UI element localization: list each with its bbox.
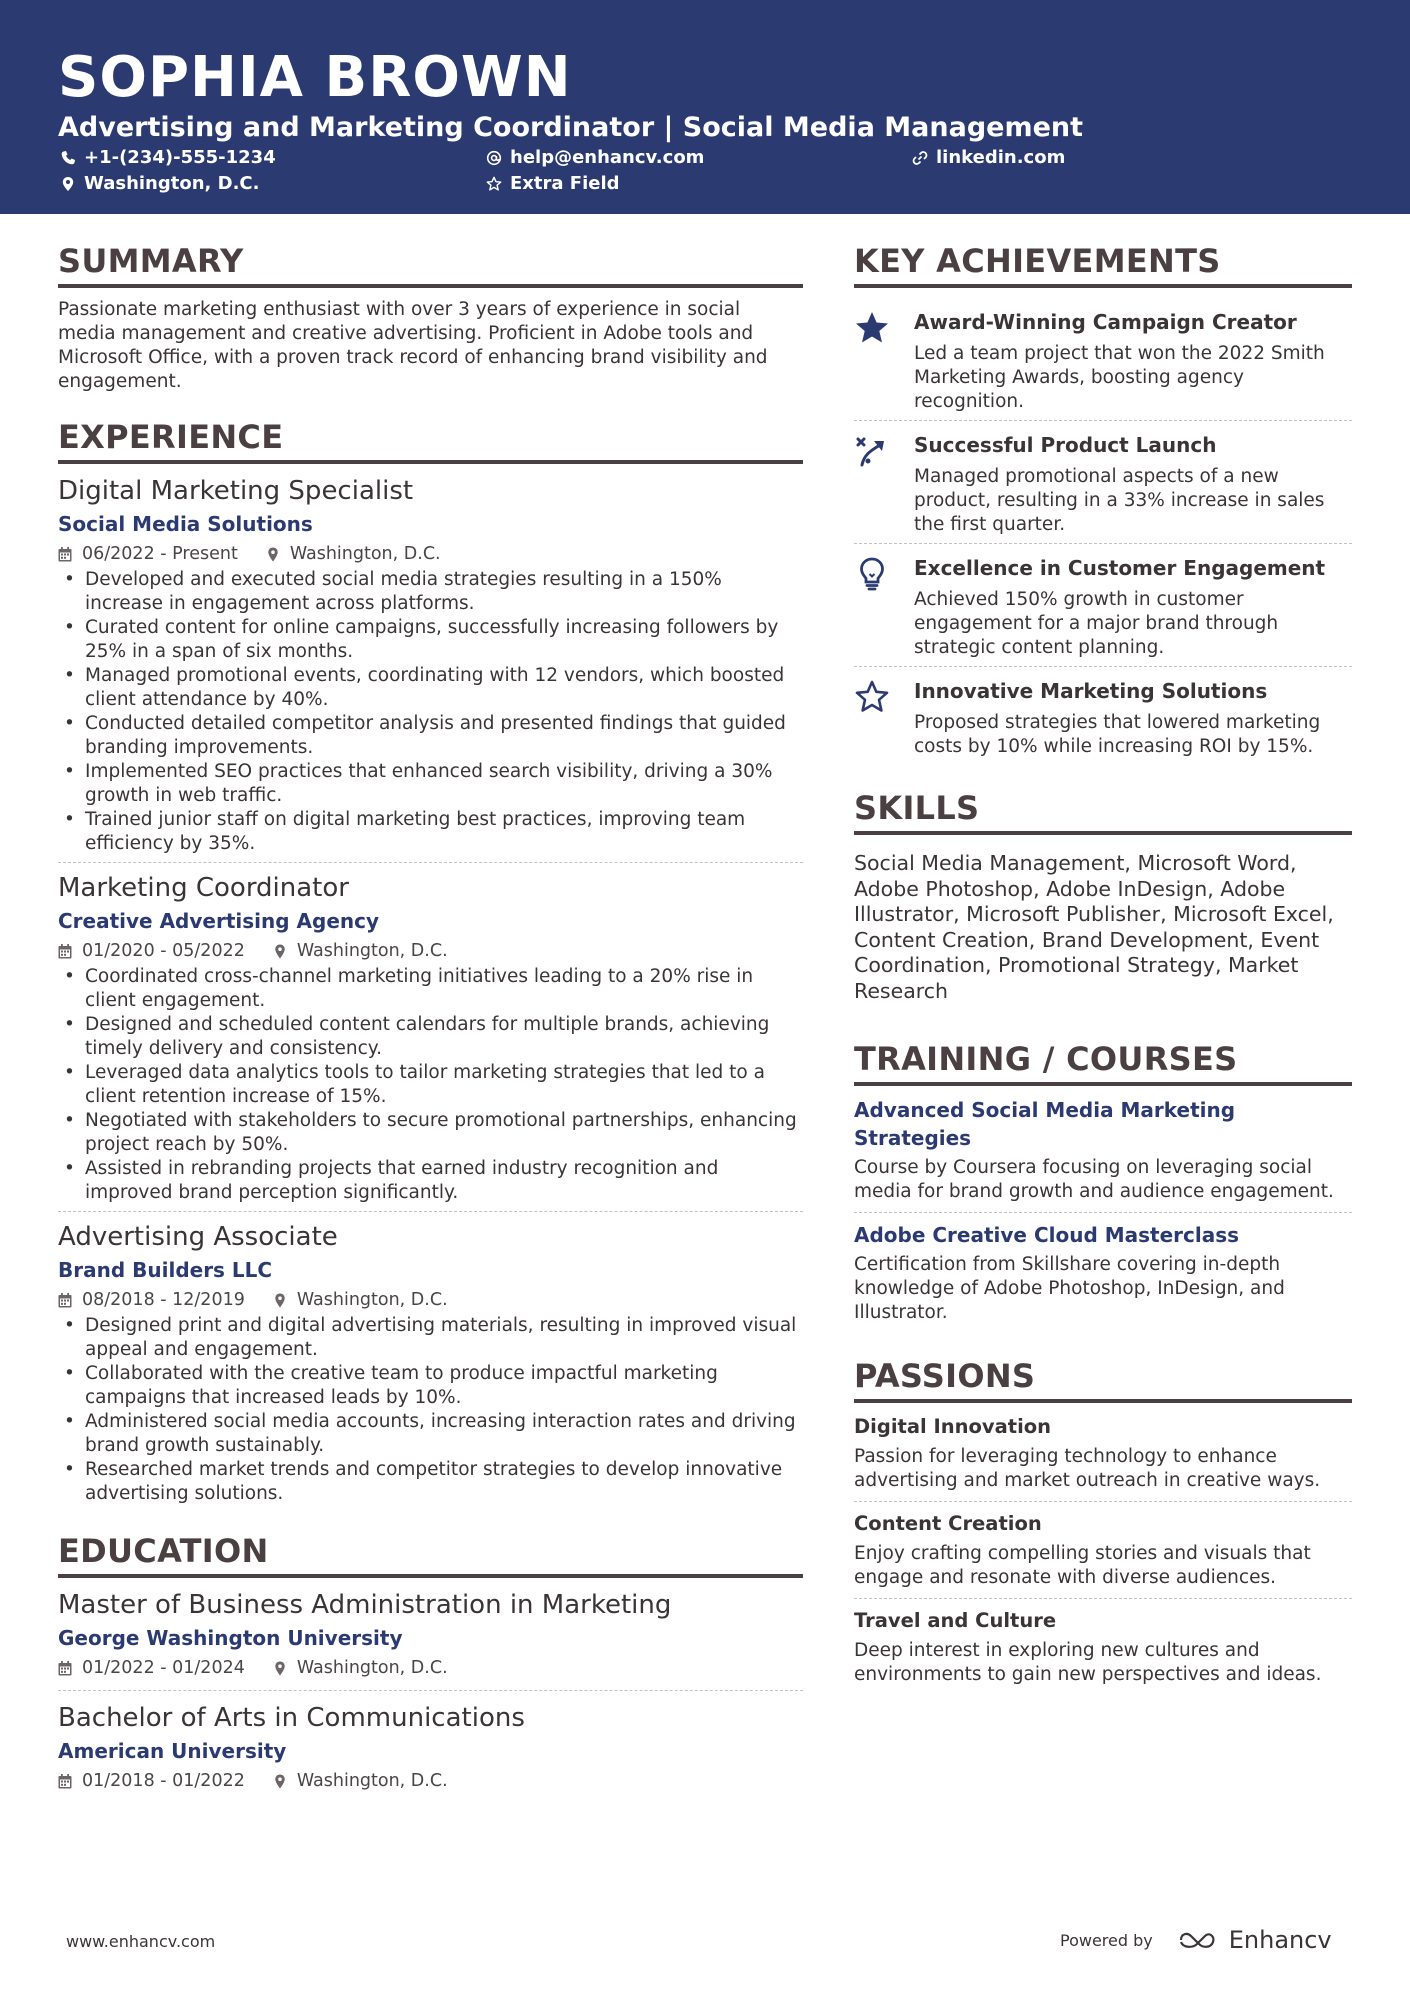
course-item bbox=[854, 1096, 1352, 1213]
degree-title: Bachelor of Arts in Communications bbox=[58, 1703, 525, 1733]
job-bullet: • Administered social media accounts, increasing interaction rates and driving brand growth sustainably. bbox=[58, 1410, 803, 1458]
achievement-item bbox=[854, 298, 1352, 421]
location-pin-icon bbox=[273, 944, 287, 959]
skills-text: Social Media Management, Microsoft Word, Adobe Photoshop, Adobe InDesign, Adobe Illustrator, Microsoft Publisher, Microsoft Excel, Content Creation, Brand Development, Event Coordination, Promotional Strategy, Market Research bbox=[854, 851, 1334, 1003]
education-section bbox=[58, 1530, 803, 1803]
passion-item bbox=[854, 1510, 1352, 1599]
course-desc: Course by Coursera focusing on leveraging social media for brand growth and audience engagement. bbox=[854, 1157, 1334, 1202]
contact-linkedin[interactable] bbox=[912, 147, 1065, 169]
job-title: Advertising Associate bbox=[58, 1222, 338, 1252]
passion-desc: Passion for leveraging technology to enhance advertising and market outreach in creative ways. bbox=[854, 1446, 1321, 1491]
education-meta bbox=[58, 1656, 803, 1680]
passions-section bbox=[854, 1355, 1352, 1695]
passion-desc: Enjoy crafting compelling stories and visuals that engage and resonate with diverse audiences. bbox=[854, 1543, 1311, 1588]
degree-title: Master of Business Administration in Marketing bbox=[58, 1590, 672, 1620]
candidate-title: Advertising and Marketing Coordinator | Social Media Management bbox=[58, 112, 1084, 143]
passion-title: Digital Innovation bbox=[854, 1415, 1052, 1438]
job-bullet: • Negotiated with stakeholders to secure promotional partnerships, enhancing project reach by 50%. bbox=[58, 1109, 803, 1157]
job-bullet: • Managed promotional events, coordinating with 12 vendors, which boosted client attendance by 40%. bbox=[58, 664, 803, 712]
achievement-desc: Achieved 150% growth in customer engagement for a major brand through strategic content planning. bbox=[914, 589, 1279, 658]
brand-logo bbox=[1177, 1926, 1332, 1954]
left-column bbox=[58, 240, 803, 1813]
job-location bbox=[273, 939, 448, 963]
achievement-title: Innovative Marketing Solutions bbox=[914, 679, 1268, 703]
course-title: Advanced Social Media Marketing Strategies bbox=[854, 1098, 1236, 1150]
achievement-title: Successful Product Launch bbox=[914, 433, 1217, 457]
phone-text: +1-(234)-555-1234 bbox=[84, 147, 276, 168]
job-meta bbox=[58, 1288, 803, 1312]
star-filled-icon bbox=[854, 310, 890, 346]
lightbulb-icon bbox=[854, 556, 890, 592]
section-heading: SUMMARY bbox=[58, 240, 803, 288]
job-bullet: • Researched market trends and competitor strategies to develop innovative advertising solutions. bbox=[58, 1458, 803, 1506]
right-column bbox=[854, 240, 1352, 1703]
link-icon bbox=[912, 150, 928, 166]
job-bullets bbox=[58, 568, 803, 856]
achievement-desc: Led a team project that won the 2022 Smith Marketing Awards, boosting agency recognition. bbox=[914, 343, 1325, 412]
education-dates: 01/2018 - 01/2022 bbox=[82, 1771, 245, 1791]
passion-item bbox=[854, 1413, 1352, 1502]
section-heading: TRAINING / COURSES bbox=[854, 1038, 1352, 1086]
section-heading: PASSIONS bbox=[854, 1355, 1352, 1403]
candidate-name: SOPHIA BROWN bbox=[58, 45, 572, 110]
job-location-text: Washington, D.C. bbox=[296, 941, 448, 961]
job-entry bbox=[58, 474, 803, 863]
job-meta bbox=[58, 939, 803, 963]
footer-powered[interactable] bbox=[1060, 1926, 1332, 1954]
course-desc: Certification from Skillshare covering in-depth knowledge of Adobe Photoshop, InDesign, and Illustrator. bbox=[854, 1254, 1285, 1323]
job-bullet: • Collaborated with the creative team to produce impactful marketing campaigns that increased leads by 10%. bbox=[58, 1362, 803, 1410]
summary-section bbox=[58, 240, 803, 394]
at-icon bbox=[486, 150, 502, 166]
job-bullet: • Curated content for online campaigns, successfully increasing followers by 25% in a span of six months. bbox=[58, 616, 803, 664]
education-dates: 01/2022 - 01/2024 bbox=[82, 1658, 245, 1678]
contact-phone[interactable] bbox=[60, 147, 276, 169]
contact-location bbox=[60, 173, 259, 195]
strategy-icon bbox=[854, 433, 890, 469]
job-meta bbox=[58, 542, 803, 566]
calendar-icon bbox=[58, 547, 72, 562]
achievement-title: Award-Winning Campaign Creator bbox=[914, 310, 1297, 334]
passion-title: Travel and Culture bbox=[854, 1609, 1057, 1632]
location-pin-icon bbox=[273, 1293, 287, 1308]
company-name: Brand Builders LLC bbox=[58, 1258, 273, 1282]
course-title: Adobe Creative Cloud Masterclass bbox=[854, 1223, 1240, 1247]
job-location-text: Washington, D.C. bbox=[296, 1290, 448, 1310]
calendar-icon bbox=[58, 1661, 72, 1676]
star-outline-icon bbox=[854, 679, 890, 715]
summary-text: Passionate marketing enthusiast with over 3 years of experience in social media management and creative advertising. Proficient in Adobe tools and Microsoft Office, with a proven track record of enhancing brand visibility and engagement. bbox=[58, 299, 768, 392]
experience-section bbox=[58, 416, 803, 1512]
skills-section bbox=[854, 787, 1352, 1004]
resume-header bbox=[0, 0, 1410, 214]
job-bullet: • Assisted in rebranding projects that earned industry recognition and improved brand perception significantly. bbox=[58, 1157, 803, 1205]
job-location bbox=[273, 1288, 448, 1312]
job-bullets bbox=[58, 1314, 803, 1506]
footer-website[interactable]: www.enhancv.com bbox=[66, 1932, 216, 1951]
powered-by-label: Powered by bbox=[1060, 1930, 1153, 1950]
education-location-text: Washington, D.C. bbox=[296, 1771, 448, 1791]
location-pin-icon bbox=[60, 176, 76, 192]
achievement-item bbox=[854, 544, 1352, 667]
extra-field-text: Extra Field bbox=[510, 173, 620, 194]
phone-icon bbox=[60, 150, 76, 166]
job-location-text: Washington, D.C. bbox=[289, 544, 441, 564]
calendar-icon bbox=[58, 1774, 72, 1789]
location-pin-icon bbox=[273, 1774, 287, 1789]
education-location bbox=[273, 1769, 448, 1793]
location-pin-icon bbox=[273, 1661, 287, 1676]
education-meta bbox=[58, 1769, 803, 1793]
education-location-text: Washington, D.C. bbox=[296, 1658, 448, 1678]
course-item bbox=[854, 1221, 1352, 1333]
passion-item bbox=[854, 1607, 1352, 1695]
job-dates: 06/2022 - Present bbox=[82, 544, 238, 564]
job-entry bbox=[58, 871, 803, 1212]
school-name: George Washington University bbox=[58, 1626, 403, 1650]
linkedin-text: linkedin.com bbox=[936, 147, 1066, 168]
job-dates: 08/2018 - 12/2019 bbox=[82, 1290, 245, 1310]
job-bullets bbox=[58, 965, 803, 1205]
education-entry bbox=[58, 1701, 803, 1803]
email-text: help@enhancv.com bbox=[510, 147, 705, 168]
location-text: Washington, D.C. bbox=[84, 173, 260, 194]
training-section bbox=[854, 1038, 1352, 1333]
education-location bbox=[273, 1656, 448, 1680]
job-bullet: • Conducted detailed competitor analysis and presented findings that guided branding improvements. bbox=[58, 712, 803, 760]
passion-desc: Deep interest in exploring new cultures and environments to gain new perspectives and ideas. bbox=[854, 1640, 1322, 1685]
achievement-desc: Proposed strategies that lowered marketing costs by 10% while increasing ROI by 15%. bbox=[914, 712, 1321, 757]
achievement-title: Excellence in Customer Engagement bbox=[914, 556, 1326, 580]
brand-name: Enhancv bbox=[1228, 1926, 1332, 1954]
contact-email[interactable] bbox=[486, 147, 704, 169]
achievements-section bbox=[854, 240, 1352, 765]
enhancv-logo-icon bbox=[1177, 1928, 1221, 1952]
passion-title: Content Creation bbox=[854, 1512, 1042, 1535]
job-dates: 01/2020 - 05/2022 bbox=[82, 941, 245, 961]
school-name: American University bbox=[58, 1739, 287, 1763]
section-heading: EXPERIENCE bbox=[58, 416, 803, 464]
job-bullet: • Implemented SEO practices that enhanced search visibility, driving a 30% growth in web traffic. bbox=[58, 760, 803, 808]
job-bullet: • Developed and executed social media strategies resulting in a 150% increase in engagement across platforms. bbox=[58, 568, 803, 616]
job-bullet: • Leveraged data analytics tools to tailor marketing strategies that led to a client retention increase of 15%. bbox=[58, 1061, 803, 1109]
star-outline-icon bbox=[486, 176, 502, 192]
job-bullet: • Coordinated cross-channel marketing initiatives leading to a 20% rise in client engagement. bbox=[58, 965, 803, 1013]
calendar-icon bbox=[58, 944, 72, 959]
job-title: Marketing Coordinator bbox=[58, 873, 349, 903]
education-entry bbox=[58, 1588, 803, 1691]
section-heading: KEY ACHIEVEMENTS bbox=[854, 240, 1352, 288]
job-bullet: • Designed print and digital advertising materials, resulting in improved visual appeal and engagement. bbox=[58, 1314, 803, 1362]
company-name: Social Media Solutions bbox=[58, 512, 313, 536]
job-location bbox=[266, 542, 441, 566]
company-name: Creative Advertising Agency bbox=[58, 909, 380, 933]
achievement-desc: Managed promotional aspects of a new product, resulting in a 33% increase in sales the first quarter. bbox=[914, 466, 1325, 535]
job-entry bbox=[58, 1220, 803, 1512]
location-pin-icon bbox=[266, 547, 280, 562]
section-heading: EDUCATION bbox=[58, 1530, 803, 1578]
calendar-icon bbox=[58, 1293, 72, 1308]
section-heading: SKILLS bbox=[854, 787, 1352, 835]
job-bullet: • Designed and scheduled content calendars for multiple brands, achieving timely delivery and consistency. bbox=[58, 1013, 803, 1061]
job-title: Digital Marketing Specialist bbox=[58, 476, 414, 506]
achievement-item bbox=[854, 421, 1352, 544]
contact-extra bbox=[486, 173, 620, 195]
achievement-item bbox=[854, 667, 1352, 765]
job-bullet: • Trained junior staff on digital marketing best practices, improving team efficiency by 35%. bbox=[58, 808, 803, 856]
